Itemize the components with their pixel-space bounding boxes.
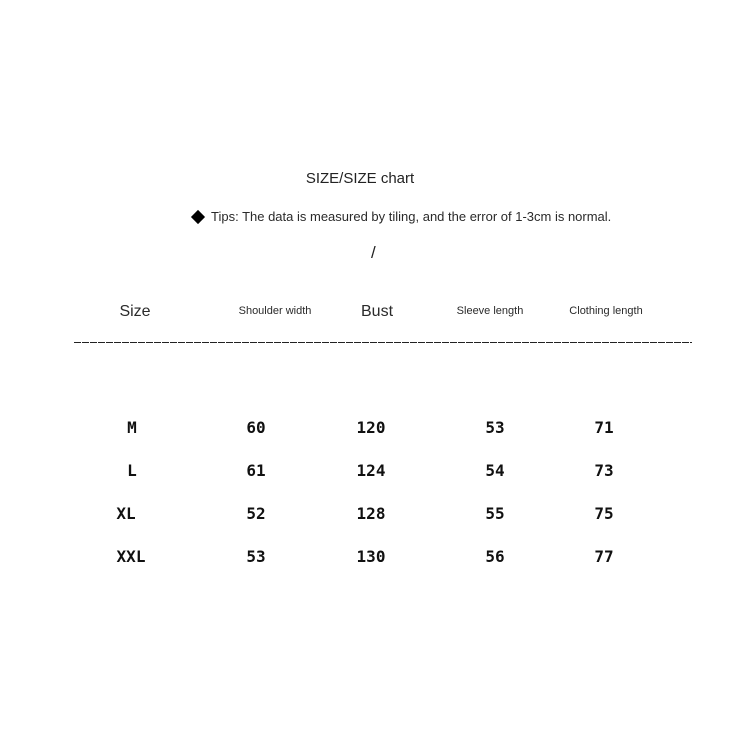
tips-text: Tips: The data is measured by tiling, and the error of 1-3cm is normal. [211,209,612,224]
chart-title: SIZE/SIZE chart [305,170,415,187]
table-cell-size: M [127,418,137,437]
table-cell-shoulder: 61 [246,461,266,480]
table-cell-shoulder: 52 [246,504,266,523]
table-cell-length: 75 [594,504,614,523]
table-cell-bust: 128 [356,504,386,523]
table-cell-shoulder: 60 [246,418,266,437]
table-cell-sleeve: 55 [485,504,505,523]
table-cell-length: 71 [594,418,614,437]
table-cell-size: XXL [116,547,146,566]
table-cell-sleeve: 54 [485,461,505,480]
table-cell-length: 77 [594,547,614,566]
table-cell-sleeve: 53 [485,418,505,437]
header-bust: Bust [360,303,394,320]
table-cell-size: XL [116,504,136,523]
header-divider [74,342,692,343]
table-cell-sleeve: 56 [485,547,505,566]
header-size: Size [119,303,151,320]
tips-note [190,209,611,224]
table-cell-shoulder: 53 [246,547,266,566]
header-sleeve-length: Sleeve length [456,305,524,317]
table-cell-size: L [127,461,137,480]
separator-slash: / [371,243,376,262]
table-cell-bust: 130 [356,547,386,566]
table-cell-bust: 120 [356,418,386,437]
diamond-bullet-icon [191,209,205,223]
table-cell-length: 73 [594,461,614,480]
table-cell-bust: 124 [356,461,386,480]
header-clothing-length: Clothing length [569,305,643,317]
header-shoulder-width: Shoulder width [238,305,312,317]
